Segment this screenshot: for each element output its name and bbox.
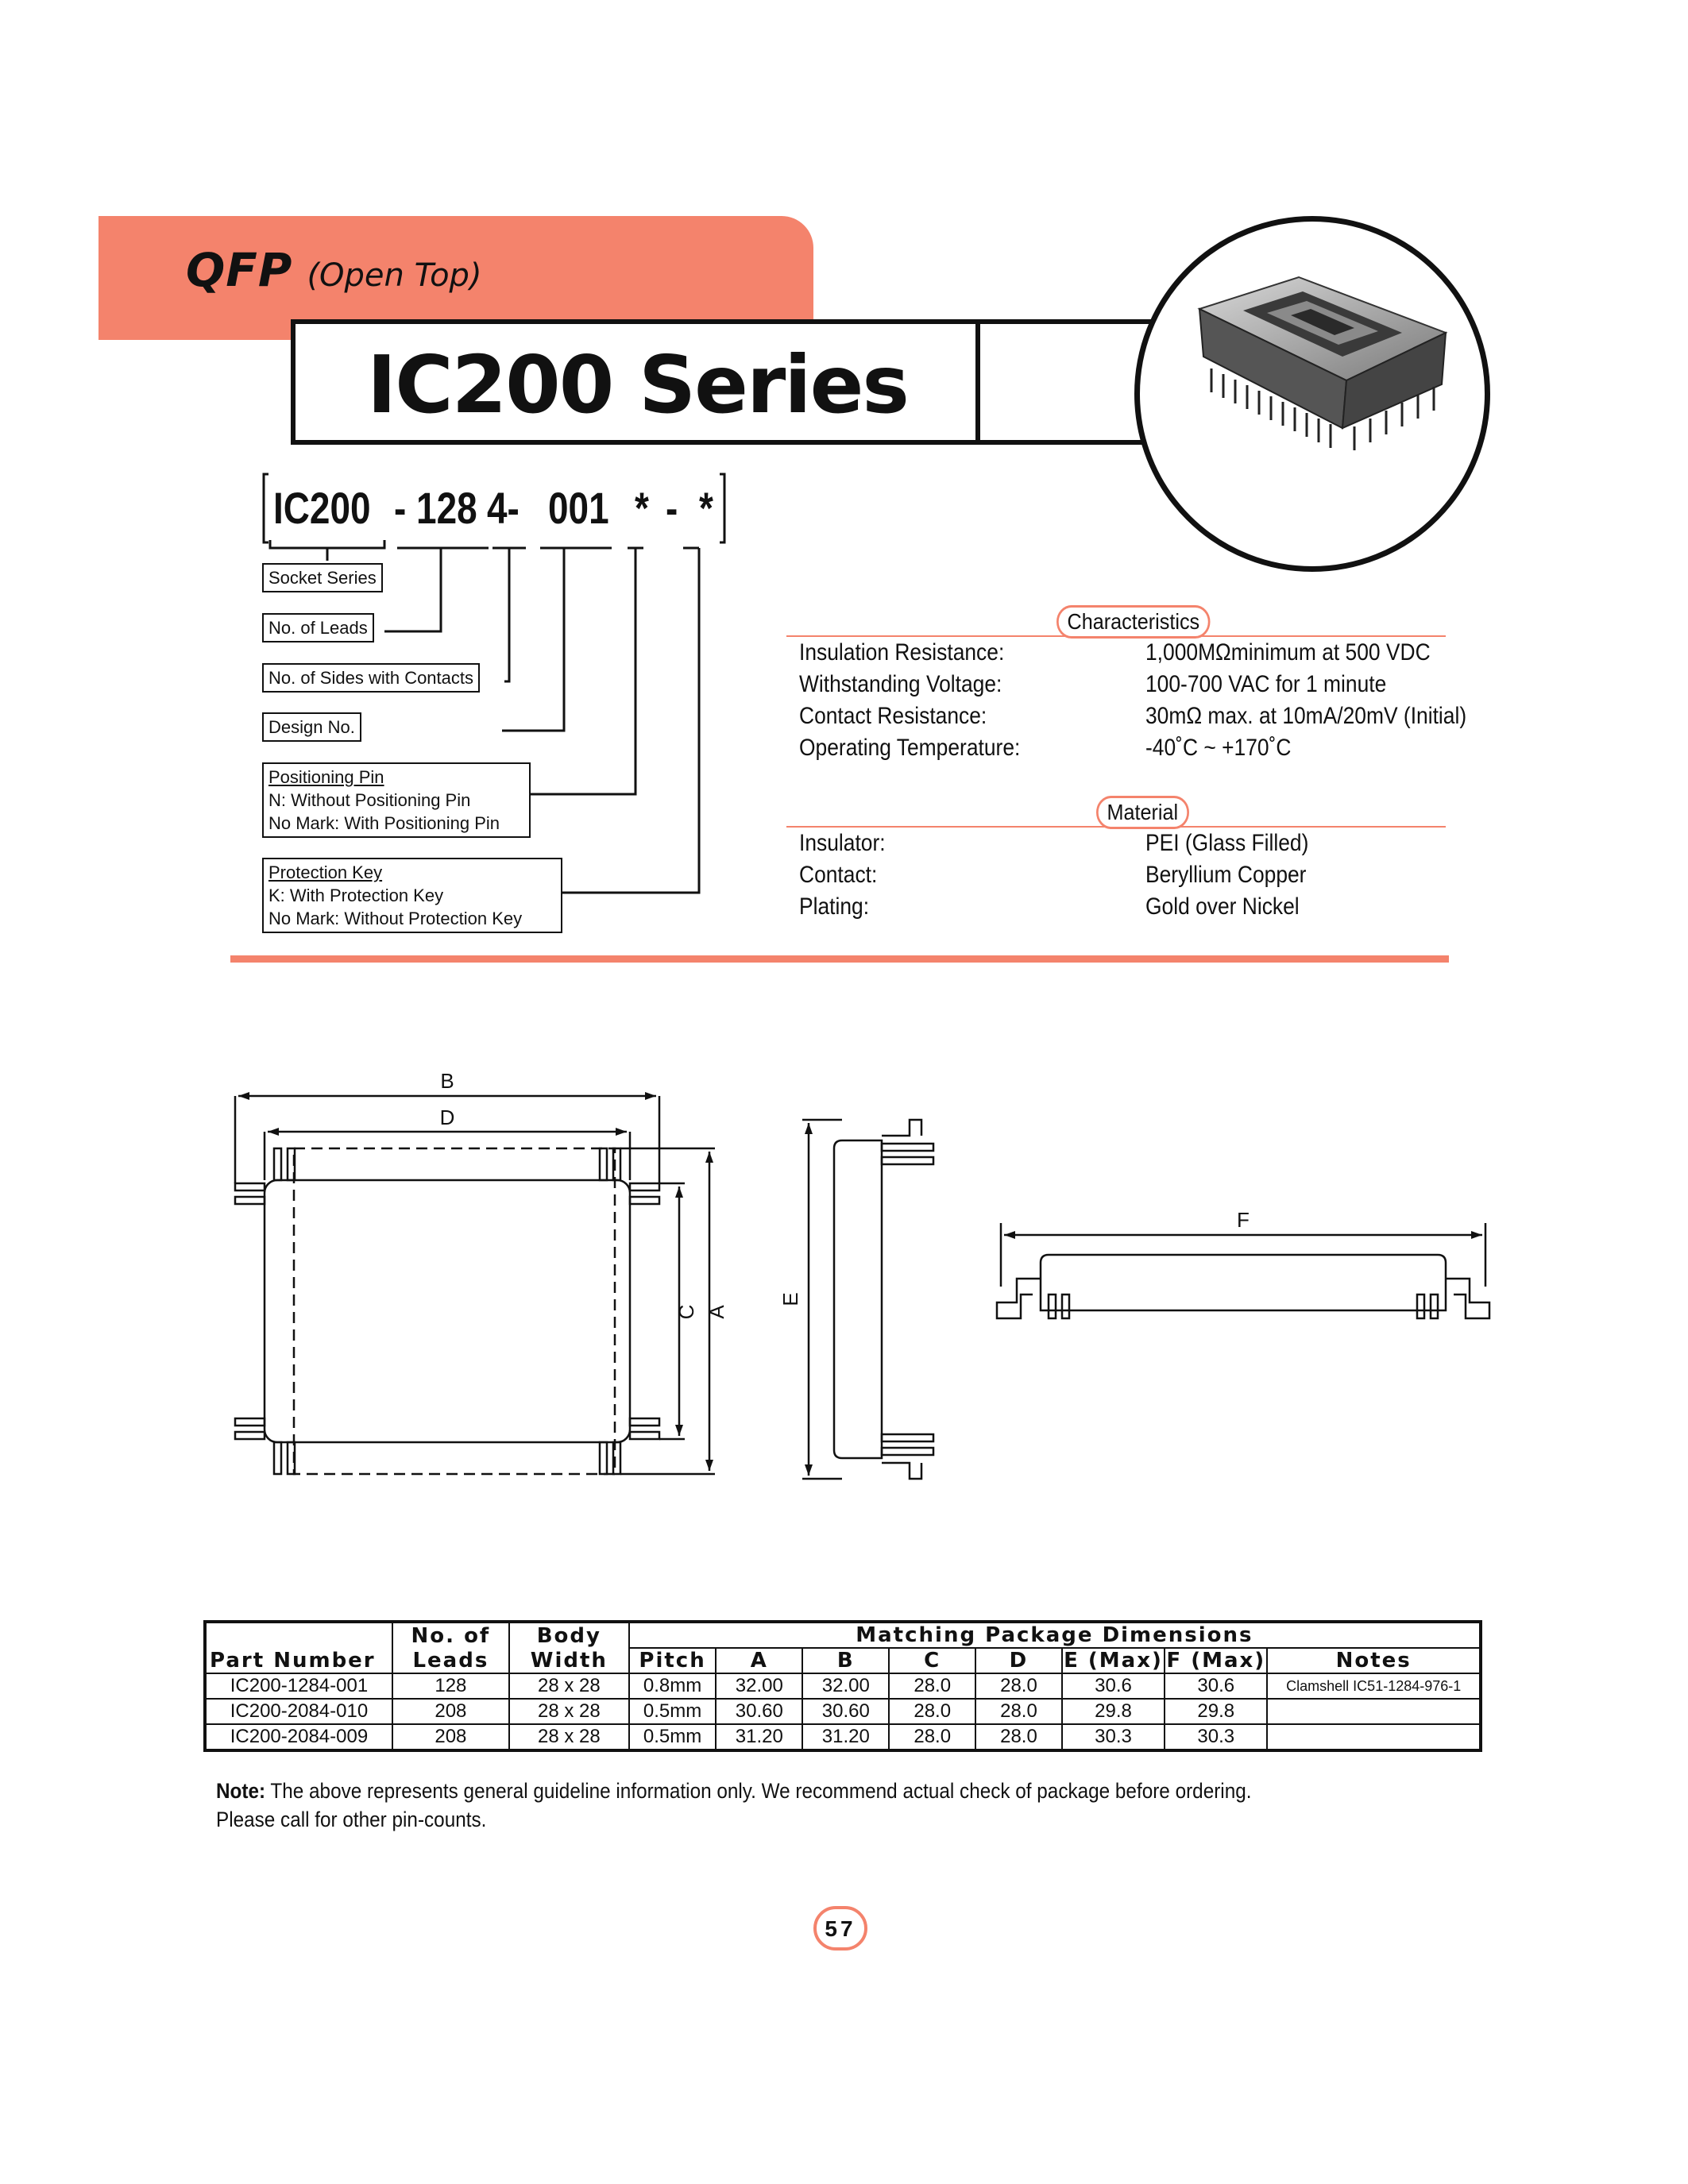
note-line1: The above represents general guideline information only. We recommend actual check of package before ordering. <box>270 1779 1252 1803</box>
cell-b: 31.20 <box>802 1724 889 1750</box>
cell-leads: 208 <box>392 1724 509 1750</box>
cell-a: 31.20 <box>716 1724 802 1750</box>
char-row-voltage <box>799 671 1514 703</box>
note-label: Note: <box>216 1779 266 1803</box>
top-view-drawing <box>235 1096 715 1474</box>
dim-label-d: D <box>439 1106 455 1129</box>
series-title: IC200 Series <box>367 338 908 431</box>
mat-label: Insulator: <box>799 830 886 856</box>
char-value: 30mΩ max. at 10mA/20mV (Initial) <box>1145 703 1467 729</box>
cell-f: 30.3 <box>1165 1724 1267 1750</box>
code-seg-sides: 4- <box>487 483 520 533</box>
cell-e: 29.8 <box>1062 1699 1165 1724</box>
positioning-pin-title: Positioning Pin <box>268 767 384 787</box>
cell-c: 28.0 <box>889 1673 975 1699</box>
cell-e: 30.6 <box>1062 1673 1165 1699</box>
dim-label-f: F <box>1237 1208 1250 1232</box>
char-value: -40˚C ~ +170˚C <box>1145 735 1292 761</box>
cell-pitch: 0.5mm <box>629 1724 717 1750</box>
char-row-temperature <box>799 735 1514 766</box>
dim-label-b: B <box>440 1069 454 1093</box>
cell-part: IC200-1284-001 <box>205 1673 392 1699</box>
th-part: Part Number <box>205 1648 392 1673</box>
page-number: 57 <box>813 1906 867 1951</box>
cell-notes <box>1267 1724 1481 1750</box>
table-header-row-1 <box>205 1622 1481 1648</box>
th-width: Width <box>509 1648 629 1673</box>
char-label: Contact Resistance: <box>799 703 987 729</box>
table-row <box>205 1724 1481 1750</box>
char-label: Insulation Resistance: <box>799 639 1005 666</box>
positioning-pin-line1: N: Without Positioning Pin <box>268 790 471 810</box>
side-view-drawing <box>802 1120 933 1479</box>
th-body-top: Body <box>509 1622 629 1648</box>
mat-row-contact <box>799 862 1514 893</box>
cell-c: 28.0 <box>889 1699 975 1724</box>
cell-leads: 208 <box>392 1699 509 1724</box>
cell-notes <box>1267 1699 1481 1724</box>
code-seg-series: IC200 <box>273 483 371 533</box>
dim-label-a: A <box>705 1305 728 1319</box>
label-positioning-pin <box>262 762 531 838</box>
cell-notes: Clamshell IC51-1284-976-1 <box>1267 1673 1481 1699</box>
dimension-drawings <box>0 1064 1688 1493</box>
cell-pitch: 0.5mm <box>629 1699 717 1724</box>
mat-label: Plating: <box>799 893 870 920</box>
char-value: 1,000MΩminimum at 500 VDC <box>1145 639 1431 666</box>
cell-part: IC200-2084-010 <box>205 1699 392 1724</box>
cell-b: 30.60 <box>802 1699 889 1724</box>
th-notes: Notes <box>1267 1648 1481 1673</box>
category-label: QFP <box>186 243 293 297</box>
mat-label: Contact: <box>799 862 878 888</box>
protection-key-line1: K: With Protection Key <box>268 886 444 905</box>
th-a: A <box>716 1648 802 1673</box>
material-heading: Material <box>1096 796 1189 829</box>
label-no-of-sides: No. of Sides with Contacts <box>262 663 480 693</box>
table-row <box>205 1673 1481 1699</box>
code-seg-design: 001 <box>548 483 609 533</box>
label-design-no: Design No. <box>262 712 361 742</box>
cell-a: 32.00 <box>716 1673 802 1699</box>
section-separator <box>230 955 1449 963</box>
char-label: Operating Temperature: <box>799 735 1021 761</box>
protection-key-title: Protection Key <box>268 862 383 882</box>
th-c: C <box>889 1648 975 1673</box>
th-pitch: Pitch <box>629 1648 717 1673</box>
cell-b: 32.00 <box>802 1673 889 1699</box>
cell-pitch: 0.8mm <box>629 1673 717 1699</box>
cell-width: 28 x 28 <box>509 1724 629 1750</box>
cell-d: 28.0 <box>975 1724 1062 1750</box>
dim-label-e: E <box>778 1292 802 1306</box>
mat-value: Beryllium Copper <box>1145 862 1307 888</box>
label-no-of-leads: No. of Leads <box>262 613 374 642</box>
code-seg-pin: * <box>635 483 649 533</box>
code-seg-leads: - 128 <box>394 483 477 533</box>
th-b: B <box>802 1648 889 1673</box>
th-e: E (Max) <box>1062 1648 1165 1673</box>
cell-e: 30.3 <box>1062 1724 1165 1750</box>
mat-value: Gold over Nickel <box>1145 893 1300 920</box>
characteristics-heading: Characteristics <box>1056 605 1211 639</box>
cell-width: 28 x 28 <box>509 1673 629 1699</box>
label-socket-series: Socket Series <box>262 563 383 592</box>
th-leads: Leads <box>392 1648 509 1673</box>
table-header-row-2 <box>205 1648 1481 1673</box>
cell-f: 29.8 <box>1165 1699 1267 1724</box>
th-leads-top: No. of <box>392 1622 509 1648</box>
th-matching: Matching Package Dimensions <box>629 1622 1481 1648</box>
th-blank <box>205 1622 392 1648</box>
th-f: F (Max) <box>1165 1648 1267 1673</box>
mat-value: PEI (Glass Filled) <box>1145 830 1309 856</box>
front-view-drawing <box>997 1223 1489 1318</box>
label-protection-key <box>262 858 562 933</box>
char-row-contact-resistance <box>799 703 1514 735</box>
mat-row-insulator <box>799 830 1514 862</box>
cell-f: 30.6 <box>1165 1673 1267 1699</box>
positioning-pin-line2: No Mark: With Positioning Pin <box>268 813 500 833</box>
char-value: 100-700 VAC for 1 minute <box>1145 671 1387 697</box>
footer-note <box>216 1777 1251 1834</box>
th-d: D <box>975 1648 1062 1673</box>
mat-row-plating <box>799 893 1514 925</box>
cell-part: IC200-2084-009 <box>205 1724 392 1750</box>
cell-d: 28.0 <box>975 1673 1062 1699</box>
table-row <box>205 1699 1481 1724</box>
category-sub: (Open Top) <box>307 257 482 294</box>
char-row-insulation <box>799 639 1514 671</box>
dim-label-c: C <box>674 1304 698 1320</box>
cell-leads: 128 <box>392 1673 509 1699</box>
cell-d: 28.0 <box>975 1699 1062 1724</box>
protection-key-line2: No Mark: Without Protection Key <box>268 909 523 928</box>
note-line2: Please call for other pin-counts. <box>216 1808 487 1831</box>
code-leader-lines <box>0 0 1688 953</box>
code-seg-key: * <box>699 483 713 533</box>
cell-a: 30.60 <box>716 1699 802 1724</box>
char-label: Withstanding Voltage: <box>799 671 1002 697</box>
dimensions-table <box>203 1620 1482 1752</box>
cell-c: 28.0 <box>889 1724 975 1750</box>
cell-width: 28 x 28 <box>509 1699 629 1724</box>
code-seg-dash: - <box>666 483 678 533</box>
